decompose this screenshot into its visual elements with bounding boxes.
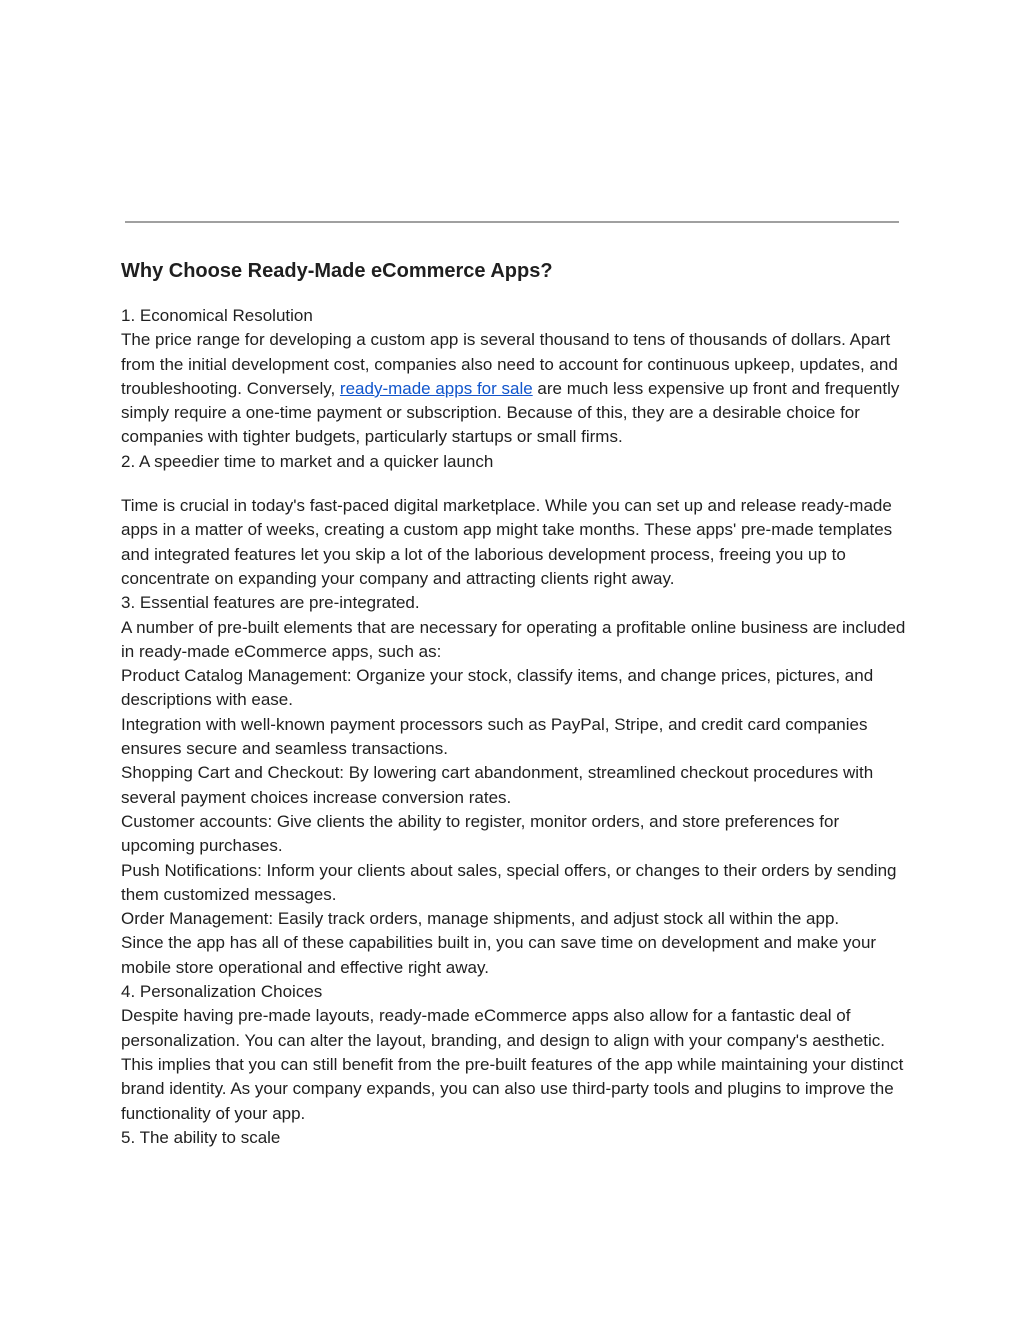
document-content bbox=[121, 256, 911, 1150]
section-heading: Why Choose Ready-Made eCommerce Apps? bbox=[121, 260, 553, 282]
point-3-summary: Since the app has all of these capabilities built in, you can save time on development and make your mobile store operational and effective right away. bbox=[121, 933, 877, 977]
point-4-title: 4. Personalization Choices bbox=[121, 982, 323, 1002]
ready-made-apps-link[interactable]: ready-made apps for sale bbox=[339, 378, 533, 398]
point-4-paragraph: Despite having pre-made layouts, ready-made eCommerce apps also allow for a fantastic deal of personalization. You can alter the layout, branding, and design to align with your company's aesthetic. This implies that you can still benefit from the pre-built features of the app while maintaining your distinct brand identity. As your company expands, you can also use third-party tools and plugins to improve the functionality of your app. bbox=[121, 1006, 904, 1123]
point-5-title: 5. The ability to scale bbox=[121, 1127, 281, 1147]
body-text bbox=[121, 304, 911, 1150]
point-1-text-end: are much less expensive up front and frequently simply require a one-time payment or subscription. Because of this, they are a desirable choice for companies with tighter budgets, particularly startups or small firms. bbox=[121, 378, 900, 447]
point-1-title: 1. Economical Resolution bbox=[121, 306, 313, 325]
point-3-title: 3. Essential features are pre-integrated. bbox=[121, 593, 420, 613]
feature-accounts: Customer accounts: Give clients the ability to register, monitor orders, and store preferences for upcoming purchases. bbox=[121, 811, 840, 856]
point-2-title: 2. A speedier time to market and a quicker launch bbox=[121, 451, 494, 471]
point-2-paragraph: Time is crucial in today's fast-paced digital marketplace. While you can set up and release ready-made apps in a matter of weeks, creating a custom app might take months. These apps' pre-made templates and integrated features let you skip a lot of the laborious development process, freeing you up to concentrate on expanding your company and attracting clients right away. bbox=[121, 496, 893, 588]
paragraph-gap bbox=[121, 474, 911, 494]
feature-catalog: Product Catalog Management: Organize your stock, classify items, and change prices, pictures, and descriptions with ease. bbox=[121, 666, 874, 710]
point-1-paragraph bbox=[121, 328, 911, 449]
feature-notifications: Push Notifications: Inform your clients about sales, special offers, or changes to their orders by sending them customized messages. bbox=[121, 860, 897, 904]
point-3-intro: A number of pre-built elements that are necessary for operating a profitable online business are included in ready-made eCommerce apps, such as: bbox=[121, 617, 906, 661]
feature-payments: Integration with well-known payment processors such as PayPal, Stripe, and credit card companies ensures secure and seamless transactions. bbox=[121, 714, 868, 759]
point-1-text-start: The price range for developing a custom app is several thousand to tens of thousands of dollars. Apart from the initial development cost, companies also need to account for continuous upkeep, updates, and troubleshooting. Conversely, bbox=[121, 330, 898, 398]
feature-cart: Shopping Cart and Checkout: By lowering cart abandonment, streamlined checkout procedures with several payment choices increase conversion rates. bbox=[121, 763, 874, 807]
horizontal-divider bbox=[125, 221, 899, 223]
feature-orders: Order Management: Easily track orders, manage shipments, and adjust stock all within the app. bbox=[121, 909, 840, 929]
